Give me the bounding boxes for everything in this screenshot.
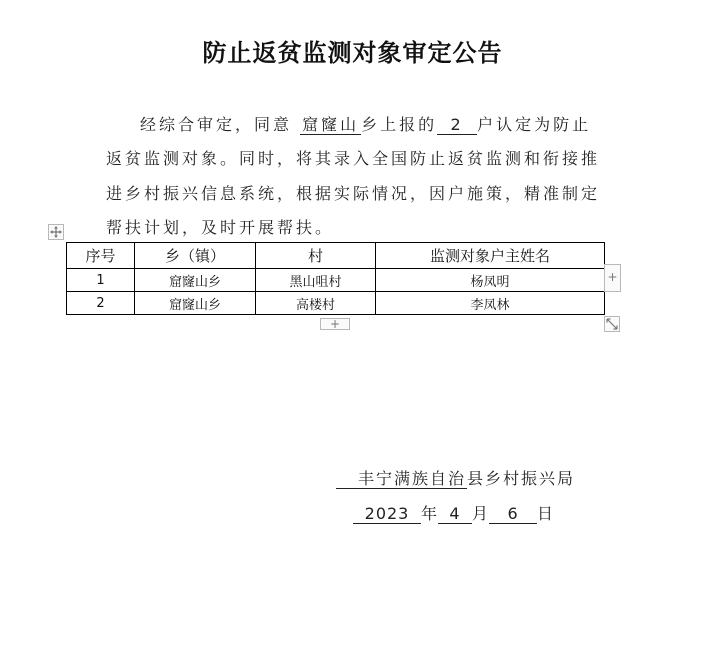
cell-index: 2 <box>67 292 135 315</box>
table-row <box>67 269 605 292</box>
add-row-button[interactable]: + <box>320 318 350 330</box>
move-icon <box>50 226 62 238</box>
add-column-button[interactable]: + <box>604 264 621 292</box>
cell-village: 黑山咀村 <box>256 269 376 292</box>
table-move-handle[interactable] <box>48 224 64 240</box>
cell-township: 窟窿山乡 <box>135 292 256 315</box>
resize-icon <box>606 318 618 330</box>
header-household-head: 监测对象户主姓名 <box>376 243 605 269</box>
line1-prefix: 经综合审定，同意 <box>140 115 293 134</box>
cell-household-head: 杨凤明 <box>376 269 605 292</box>
body-line-4: 帮扶计划，及时开展帮扶。 <box>106 218 335 237</box>
header-township: 乡（镇） <box>135 243 256 269</box>
table-row <box>67 292 605 315</box>
cell-index: 1 <box>67 269 135 292</box>
county-field: 丰宁满族自治 <box>336 470 467 489</box>
household-count-field: 2 <box>437 116 477 135</box>
day-field: 6 <box>489 505 537 524</box>
body-line-3: 进乡村振兴信息系统，根据实际情况，因户施策，精准制定 <box>106 184 601 203</box>
table-header-row <box>67 243 605 269</box>
month-unit: 月 <box>472 504 490 523</box>
cell-village: 高楼村 <box>256 292 376 315</box>
cell-household-head: 李凤林 <box>376 292 605 315</box>
line1-suffix: 户认定为防止 <box>477 115 592 134</box>
body-line-2: 返贫监测对象。同时，将其录入全国防止返贫监测和衔接推 <box>106 149 601 168</box>
date-line <box>353 501 554 524</box>
year-field: 2023 <box>353 505 421 524</box>
table-resize-handle[interactable] <box>604 316 620 332</box>
header-index: 序号 <box>67 243 135 269</box>
cell-township: 窟窿山乡 <box>135 269 256 292</box>
line1-mid: 乡上报的 <box>361 115 438 134</box>
issuer-line <box>336 466 575 489</box>
monitoring-table <box>66 242 605 315</box>
year-unit: 年 <box>421 504 439 523</box>
header-village: 村 <box>256 243 376 269</box>
body-line-1 <box>106 114 606 136</box>
township-field: 窟窿山 <box>302 115 360 134</box>
bureau-label: 县乡村振兴局 <box>467 469 576 488</box>
month-field: 4 <box>438 505 472 524</box>
day-unit: 日 <box>537 504 555 523</box>
page-title: 防止返贫监测对象审定公告 <box>202 39 503 67</box>
